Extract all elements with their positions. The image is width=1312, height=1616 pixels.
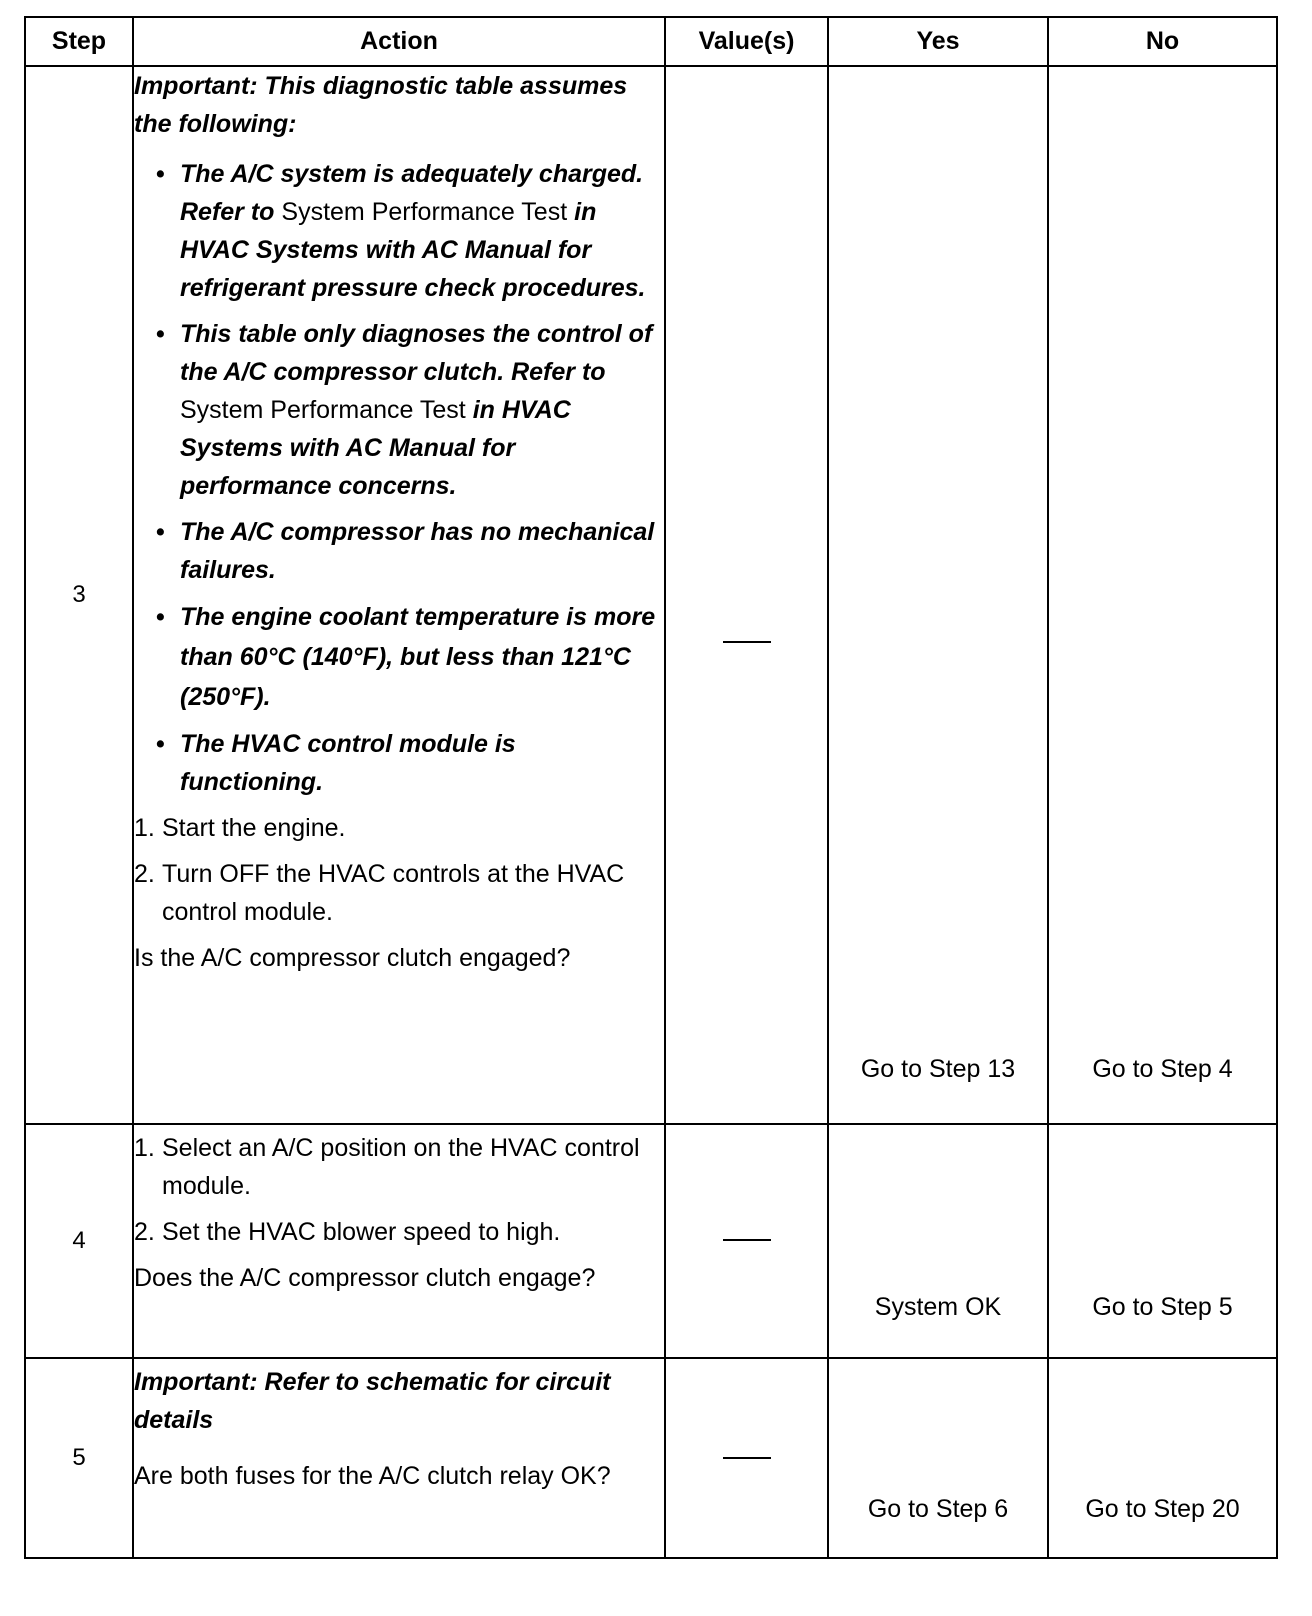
value-cell <box>665 1358 828 1558</box>
dash-mark <box>723 641 771 643</box>
yes-result: Go to Step 6 <box>867 1495 1009 1523</box>
no-result: Go to Step 20 <box>1085 1495 1240 1523</box>
list-item: • The engine coolant temperature is more than 60°C (140°F), but less than 121°C (250°F). <box>134 597 664 717</box>
yes-cell <box>828 1124 1048 1358</box>
action-cell <box>133 1358 665 1558</box>
assumption-list <box>134 155 664 801</box>
yes-result: Go to Step 13 <box>860 1055 1016 1083</box>
no-result: Go to Step 5 <box>1092 1293 1233 1321</box>
step-number: 5 <box>25 1358 133 1558</box>
list-item: 2. Set the HVAC blower speed to high. <box>134 1218 561 1246</box>
list-item: • This table only diagnoses the control of the A/C compressor clutch. Refer to System Performance Test in HVAC Systems with AC Manual for performance concerns. <box>134 315 664 505</box>
header-row <box>25 17 1277 66</box>
yes-cell <box>828 66 1048 1124</box>
important-note: Important: Refer to schematic for circuit details <box>134 1368 611 1434</box>
diagnostic-table <box>24 16 1278 1559</box>
no-result: Go to Step 4 <box>1092 1055 1233 1083</box>
list-item: 1. Select an A/C position on the HVAC control module. <box>134 1134 640 1200</box>
list-item: 1. Start the engine. <box>134 814 346 842</box>
list-item: 2. Turn OFF the HVAC controls at the HVAC control module. <box>134 860 625 926</box>
header-values: Value(s) <box>665 17 828 66</box>
action-cell <box>133 1124 665 1358</box>
header-step: Step <box>25 17 133 66</box>
dash-mark <box>723 1457 771 1459</box>
table-row <box>25 1124 1277 1358</box>
header-action: Action <box>133 17 665 66</box>
action-cell <box>133 66 665 1124</box>
value-cell <box>665 66 828 1124</box>
table-row <box>25 1358 1277 1558</box>
important-note: Important: This diagnostic table assumes the following: <box>134 72 628 138</box>
list-item: • The A/C system is adequately charged. Refer to System Performance Test in HVAC Systems with AC Manual for refrigerant pressure check procedures. <box>134 155 664 307</box>
yes-cell <box>828 1358 1048 1558</box>
step-number: 4 <box>25 1124 133 1358</box>
question-text: Are both fuses for the A/C clutch relay OK? <box>134 1462 611 1490</box>
step-number: 3 <box>25 66 133 1124</box>
question-text: Does the A/C compressor clutch engage? <box>134 1264 596 1292</box>
no-cell <box>1048 1124 1277 1358</box>
no-cell <box>1048 66 1277 1124</box>
table-row <box>25 66 1277 1124</box>
no-cell <box>1048 1358 1277 1558</box>
header-no: No <box>1048 17 1277 66</box>
procedure-steps <box>134 809 664 931</box>
question-text: Is the A/C compressor clutch engaged? <box>134 944 571 972</box>
procedure-steps <box>134 1129 664 1251</box>
yes-result: System OK <box>874 1293 1002 1321</box>
header-yes: Yes <box>828 17 1048 66</box>
value-cell <box>665 1124 828 1358</box>
dash-mark <box>723 1239 771 1241</box>
list-item: • The A/C compressor has no mechanical failures. <box>134 513 664 589</box>
list-item: • The HVAC control module is functioning. <box>134 725 664 801</box>
